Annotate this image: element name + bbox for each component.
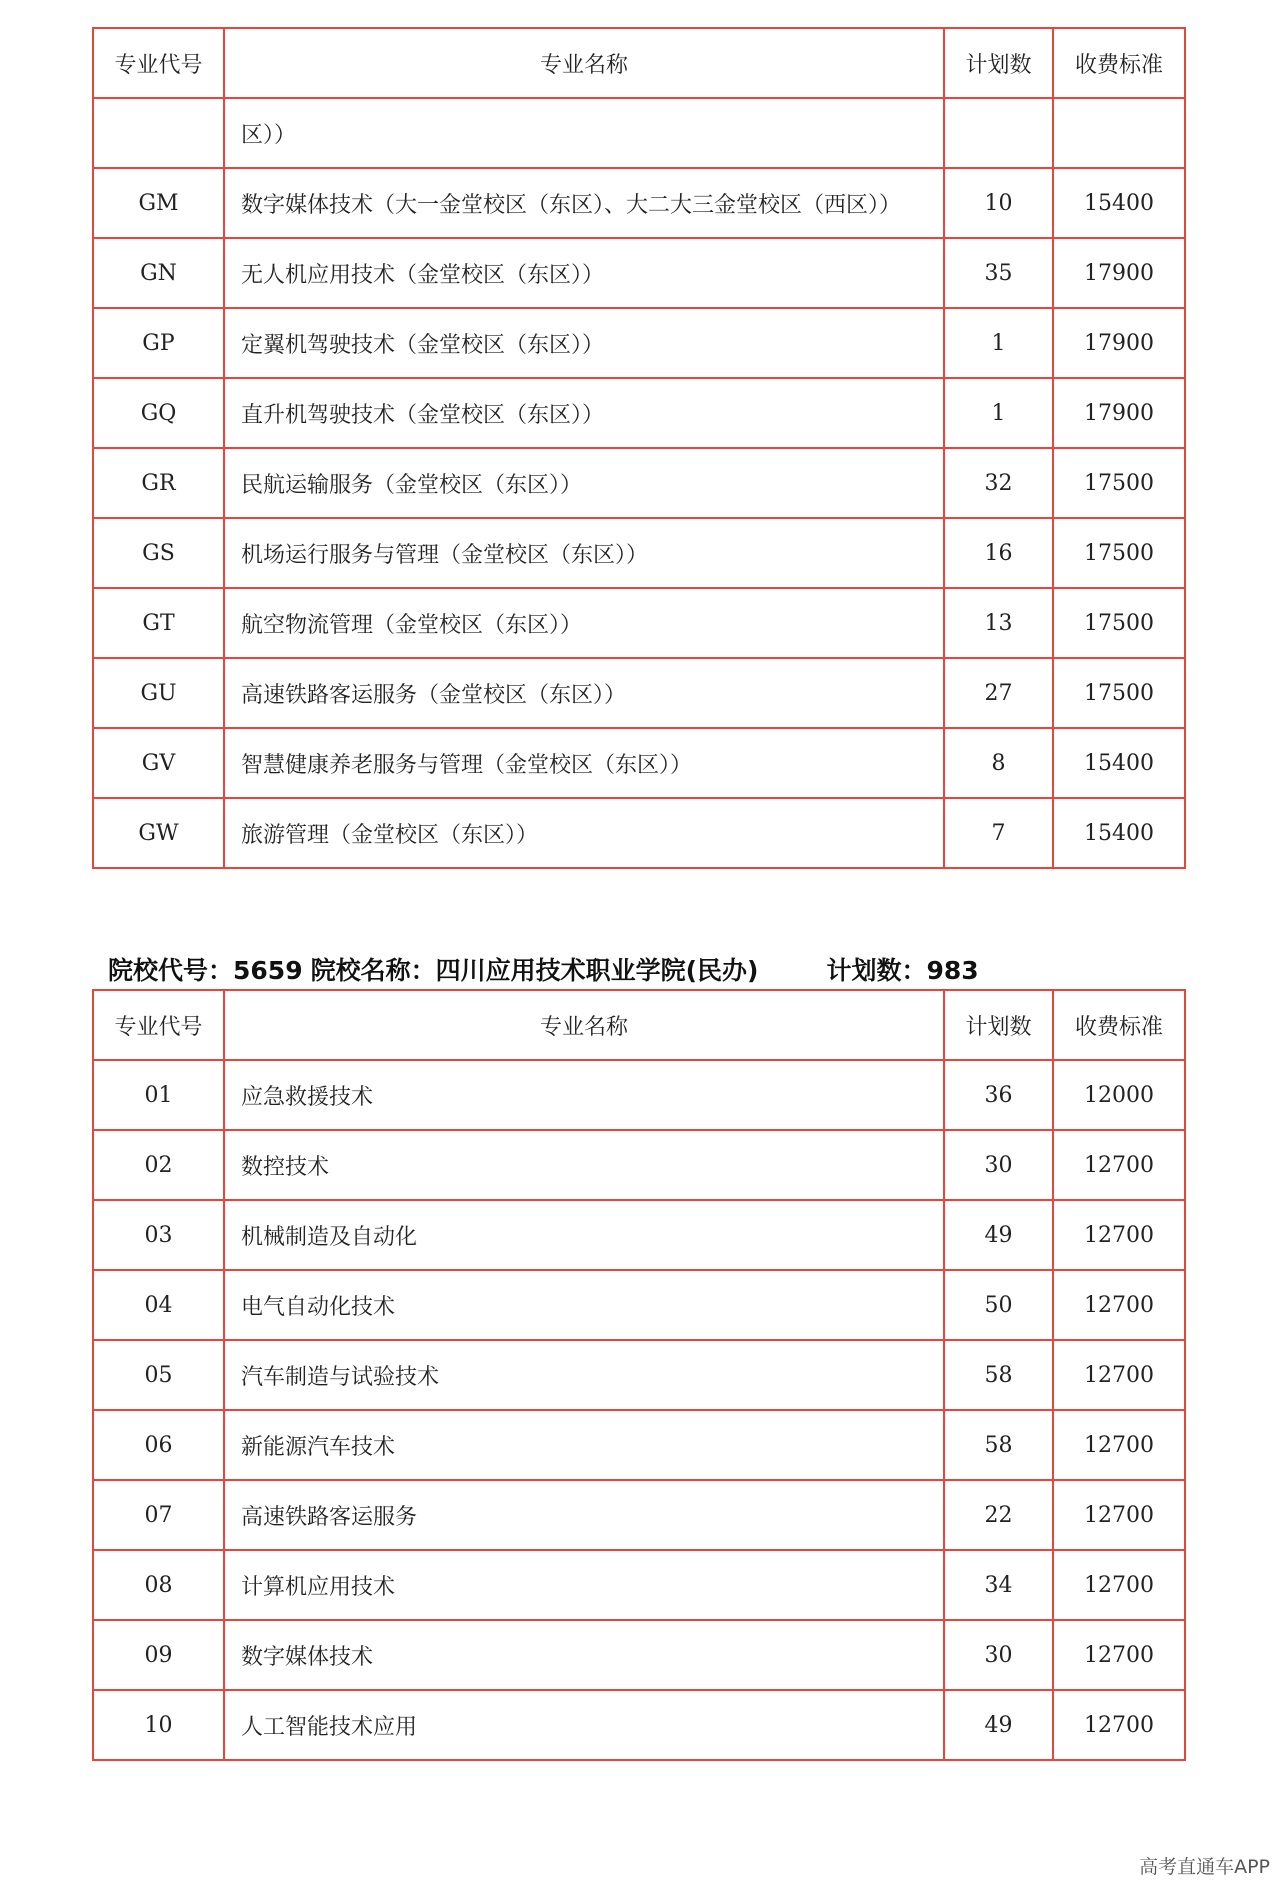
fee-standard: 12700	[1053, 1480, 1185, 1550]
table-row	[93, 1550, 1185, 1620]
fee-standard: 12700	[1053, 1340, 1185, 1410]
fee-standard: 17500	[1053, 658, 1185, 728]
school-name-label: 院校名称：	[310, 956, 436, 985]
table-row	[93, 1060, 1185, 1130]
plan-count: 36	[944, 1060, 1053, 1130]
major-name: 数字媒体技术	[224, 1620, 944, 1690]
school-name: 四川应用技术职业学院(民办)	[435, 956, 759, 985]
school-info-header	[108, 951, 979, 987]
major-code: 02	[93, 1130, 224, 1200]
major-name: 机场运行服务与管理（金堂校区（东区））	[224, 518, 944, 588]
major-code: GM	[93, 168, 224, 238]
school-code: 5659	[233, 956, 303, 985]
header-major-name: 专业名称	[224, 28, 944, 98]
major-code: 04	[93, 1270, 224, 1340]
table-row	[93, 1620, 1185, 1690]
major-code: 10	[93, 1690, 224, 1760]
plan-count: 58	[944, 1340, 1053, 1410]
major-code: GR	[93, 448, 224, 518]
plan-count: 35	[944, 238, 1053, 308]
table-row	[93, 588, 1185, 658]
plan-count: 22	[944, 1480, 1053, 1550]
fee-standard	[1053, 98, 1185, 168]
major-name: 数字媒体技术（大一金堂校区（东区）、大二大三金堂校区（西区））	[224, 168, 944, 238]
table-row	[93, 378, 1185, 448]
major-code: GW	[93, 798, 224, 868]
major-name: 直升机驾驶技术（金堂校区（东区））	[224, 378, 944, 448]
table-row	[93, 1410, 1185, 1480]
header-fee-standard: 收费标准	[1053, 990, 1185, 1060]
major-code: GQ	[93, 378, 224, 448]
plan-count: 27	[944, 658, 1053, 728]
major-name: 电气自动化技术	[224, 1270, 944, 1340]
table-row	[93, 798, 1185, 868]
app-watermark: 高考直通车APP	[1139, 1856, 1270, 1878]
table-row	[93, 1270, 1185, 1340]
table-row	[93, 658, 1185, 728]
major-code: 05	[93, 1340, 224, 1410]
header-major-code: 专业代号	[93, 28, 224, 98]
table-header-row	[93, 28, 1185, 98]
major-code: GN	[93, 238, 224, 308]
fee-standard: 17500	[1053, 448, 1185, 518]
major-code: 06	[93, 1410, 224, 1480]
table-row	[93, 238, 1185, 308]
major-name: 应急救援技术	[224, 1060, 944, 1130]
header-fee-standard: 收费标准	[1053, 28, 1185, 98]
table-row	[93, 1690, 1185, 1760]
plan-count: 50	[944, 1270, 1053, 1340]
plan-count: 7	[944, 798, 1053, 868]
table-body	[93, 1060, 1185, 1760]
plan-count: 16	[944, 518, 1053, 588]
major-code: 08	[93, 1550, 224, 1620]
table-row	[93, 168, 1185, 238]
header-major-code: 专业代号	[93, 990, 224, 1060]
table-row	[93, 728, 1185, 798]
plan-count: 13	[944, 588, 1053, 658]
major-code: 01	[93, 1060, 224, 1130]
plan-count: 10	[944, 168, 1053, 238]
fee-standard: 17900	[1053, 238, 1185, 308]
plan-count: 30	[944, 1130, 1053, 1200]
school-plan-label: 计划数：	[826, 956, 927, 985]
plan-count: 1	[944, 308, 1053, 378]
table-row	[93, 518, 1185, 588]
fee-standard: 12700	[1053, 1620, 1185, 1690]
table-body	[93, 98, 1185, 868]
major-name: 旅游管理（金堂校区（东区））	[224, 798, 944, 868]
fee-standard: 12700	[1053, 1410, 1185, 1480]
major-name: 区））	[224, 98, 944, 168]
major-code: 03	[93, 1200, 224, 1270]
plan-count: 34	[944, 1550, 1053, 1620]
table-header-row	[93, 990, 1185, 1060]
major-name: 高速铁路客运服务	[224, 1480, 944, 1550]
school-code-label: 院校代号：	[108, 956, 234, 985]
major-name: 无人机应用技术（金堂校区（东区））	[224, 238, 944, 308]
major-name: 智慧健康养老服务与管理（金堂校区（东区））	[224, 728, 944, 798]
fee-standard: 12700	[1053, 1200, 1185, 1270]
fee-standard: 12700	[1053, 1690, 1185, 1760]
header-plan-count: 计划数	[944, 990, 1053, 1060]
major-name: 人工智能技术应用	[224, 1690, 944, 1760]
fee-standard: 17900	[1053, 308, 1185, 378]
fee-standard: 15400	[1053, 168, 1185, 238]
major-table-continued	[92, 27, 1186, 869]
table-row	[93, 1200, 1185, 1270]
major-code: GP	[93, 308, 224, 378]
plan-count: 30	[944, 1620, 1053, 1690]
major-name: 数控技术	[224, 1130, 944, 1200]
major-code: GS	[93, 518, 224, 588]
table-row	[93, 1340, 1185, 1410]
fee-standard: 12700	[1053, 1270, 1185, 1340]
header-major-name: 专业名称	[224, 990, 944, 1060]
school-plan-count: 983	[926, 956, 979, 985]
major-code: 09	[93, 1620, 224, 1690]
plan-count: 49	[944, 1200, 1053, 1270]
table-row	[93, 1130, 1185, 1200]
major-code: GT	[93, 588, 224, 658]
header-plan-count: 计划数	[944, 28, 1053, 98]
major-table-school-5659	[92, 989, 1186, 1761]
table-row	[93, 1480, 1185, 1550]
major-name: 计算机应用技术	[224, 1550, 944, 1620]
major-name: 新能源汽车技术	[224, 1410, 944, 1480]
major-code: 07	[93, 1480, 224, 1550]
fee-standard: 12700	[1053, 1550, 1185, 1620]
major-name: 汽车制造与试验技术	[224, 1340, 944, 1410]
fee-standard: 17500	[1053, 518, 1185, 588]
fee-standard: 12000	[1053, 1060, 1185, 1130]
fee-standard: 17900	[1053, 378, 1185, 448]
major-name: 定翼机驾驶技术（金堂校区（东区））	[224, 308, 944, 378]
major-code: GU	[93, 658, 224, 728]
plan-count	[944, 98, 1053, 168]
fee-standard: 12700	[1053, 1130, 1185, 1200]
table-row	[93, 98, 1185, 168]
fee-standard: 15400	[1053, 798, 1185, 868]
plan-count: 58	[944, 1410, 1053, 1480]
table-row	[93, 308, 1185, 378]
major-name: 机械制造及自动化	[224, 1200, 944, 1270]
table-row	[93, 448, 1185, 518]
plan-count: 8	[944, 728, 1053, 798]
plan-count: 32	[944, 448, 1053, 518]
major-name: 高速铁路客运服务（金堂校区（东区））	[224, 658, 944, 728]
major-name: 航空物流管理（金堂校区（东区））	[224, 588, 944, 658]
major-code: GV	[93, 728, 224, 798]
plan-count: 1	[944, 378, 1053, 448]
major-name: 民航运输服务（金堂校区（东区））	[224, 448, 944, 518]
plan-count: 49	[944, 1690, 1053, 1760]
major-code	[93, 98, 224, 168]
fee-standard: 15400	[1053, 728, 1185, 798]
fee-standard: 17500	[1053, 588, 1185, 658]
